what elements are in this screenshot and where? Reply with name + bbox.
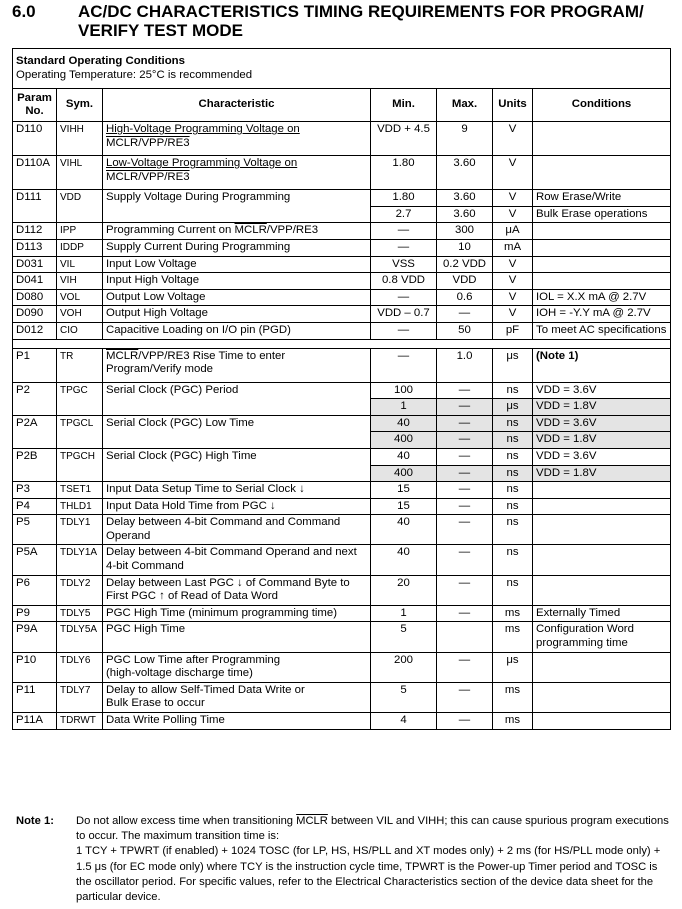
param-cell: P2 [13,382,57,415]
table-row [13,306,671,323]
min-cell: VDD – 0.7 [371,306,437,323]
max-cell: — [437,682,493,712]
table-row [13,575,671,605]
table-row [13,122,671,156]
param-cell: D111 [13,190,57,223]
units-cell: ms [493,622,533,652]
note-text-part: between VIL and VIHH; this can cause spurious program executions to occur. The maximum transition time is: [76,815,669,843]
note-formula: 1 TCY + TPWRT (if enabled) + 1024 TOSC (for LP, HS, HS/PLL and XT modes only) + 2 ms (for HS/PLL mode only) + 1.5 μs (for EC mode only) where TCY is the instruction cycle time, TPWRT is the Power-up Timer period and TOSC is the oscillator period. For specific values, refer to the Electrical Characteristics section of the device data sheet for the particular device. [76,845,661,904]
min-cell: 400 [371,432,437,449]
char-text: Bulk Erase to occur [106,697,205,710]
sym-cell: VIL [57,256,103,273]
sym-cell: VIHL [57,156,103,190]
param-cell: P5 [13,515,57,545]
param-cell: P11 [13,682,57,712]
param-cell: P1 [13,348,57,382]
table-row [13,605,671,622]
conditions-cell [533,273,671,290]
sym-cell: VOH [57,306,103,323]
conditions-cell [533,713,671,730]
characteristic-cell: Data Write Polling Time [103,713,371,730]
sym-cell: TSET1 [57,482,103,499]
sym-cell: IDDP [57,239,103,256]
char-text: /VPP/RE3 [266,224,319,237]
spec-table [12,48,671,730]
table-row [13,448,671,465]
units-cell: V [493,306,533,323]
max-cell: 3.60 [437,156,493,190]
param-cell: P2B [13,448,57,481]
char-text: Programming Current on [106,224,235,237]
units-cell: ns [493,545,533,575]
characteristic-cell: Output Low Voltage [103,289,371,306]
conditions-cell [533,575,671,605]
table-row [13,156,671,190]
units-cell: V [493,256,533,273]
units-cell: ns [493,415,533,432]
char-text: Operand [106,529,151,542]
char-text: PGC Low Time after Programming [106,653,281,666]
characteristic-cell: PGC High Time (minimum programming time) [103,605,371,622]
sym-cell: TPGCL [57,415,103,448]
units-cell: ns [493,432,533,449]
max-cell: — [437,382,493,399]
table-header [13,89,671,122]
min-cell: 1 [371,399,437,416]
characteristic-cell: Input Data Hold Time from PGC ↓ [103,498,371,515]
cond-text: programming time [536,637,628,650]
note-text-part: MCLR [296,815,328,827]
max-cell: — [437,575,493,605]
max-cell: — [437,498,493,515]
conditions-cell: VDD = 3.6V [533,415,671,432]
units-cell: ms [493,682,533,712]
conditions-text: Operating Temperature: 25°C is recommended [16,68,253,81]
units-cell: μs [493,399,533,416]
param-cell: D110 [13,122,57,156]
sym-cell: TPGC [57,382,103,415]
conditions-cell [533,223,671,240]
table-row [13,515,671,545]
table-row [13,348,671,382]
characteristic-cell [103,156,371,190]
table-row [13,652,671,682]
units-cell: ms [493,713,533,730]
characteristic-cell [103,652,371,682]
param-cell: P10 [13,652,57,682]
characteristic-cell: Serial Clock (PGC) Period [103,382,371,415]
sym-cell: VIH [57,273,103,290]
char-line: Low-Voltage Programming Voltage on [106,157,298,170]
sym-cell: TDLY1A [57,545,103,575]
units-cell: V [493,156,533,190]
max-cell: — [437,605,493,622]
min-cell: 4 [371,713,437,730]
characteristic-cell [103,682,371,712]
min-cell: 5 [371,682,437,712]
min-cell: VDD + 4.5 [371,122,437,156]
min-cell: 40 [371,545,437,575]
max-cell: 50 [437,322,493,339]
min-cell: 20 [371,575,437,605]
max-cell: VDD [437,273,493,290]
units-cell: ns [493,465,533,482]
operating-conditions-row [13,49,671,89]
max-cell: 9 [437,122,493,156]
header-sym: Sym. [57,89,103,122]
conditions-cell: VDD = 1.8V [533,399,671,416]
header-conditions: Conditions [533,89,671,122]
min-cell: 15 [371,498,437,515]
header-units: Units [493,89,533,122]
conditions-cell [533,515,671,545]
min-cell: 1 [371,605,437,622]
characteristic-cell: Supply Voltage During Programming [103,190,371,223]
param-cell: D110A [13,156,57,190]
table-row [13,713,671,730]
conditions-cell [533,498,671,515]
units-cell: μs [493,652,533,682]
characteristic-cell [103,348,371,382]
param-cell: D012 [13,322,57,339]
max-cell [437,622,493,652]
min-cell: — [371,322,437,339]
characteristic-cell [103,223,371,240]
characteristic-cell [103,515,371,545]
char-text: Delay between 4-bit Command Operand and next [106,546,357,559]
min-cell: — [371,223,437,240]
sym-cell: VIHH [57,122,103,156]
sym-cell: CIO [57,322,103,339]
characteristic-cell: Serial Clock (PGC) High Time [103,448,371,481]
conditions-cell: VDD = 1.8V [533,465,671,482]
param-cell: D113 [13,239,57,256]
units-cell: ms [493,605,533,622]
min-cell: — [371,348,437,382]
conditions-cell [533,622,671,652]
characteristic-cell: Input Low Voltage [103,256,371,273]
sym-cell: TR [57,348,103,382]
units-cell: V [493,206,533,223]
min-cell: 100 [371,382,437,399]
conditions-cell: VDD = 3.6V [533,448,671,465]
max-cell: 0.2 VDD [437,256,493,273]
char-line: MCLR/VPP/RE3 [106,136,190,149]
sym-cell: TDLY7 [57,682,103,712]
sym-cell: VDD [57,190,103,223]
max-cell: 1.0 [437,348,493,382]
param-cell: D090 [13,306,57,323]
param-cell: D112 [13,223,57,240]
table-row [13,622,671,652]
sym-cell: IPP [57,223,103,240]
conditions-cell: (Note 1) [533,348,671,382]
header-param: Param No. [13,89,57,122]
conditions-cell [533,256,671,273]
note-text [76,814,672,905]
min-cell: 40 [371,515,437,545]
param-cell: D080 [13,289,57,306]
conditions-cell [533,682,671,712]
units-cell: V [493,273,533,290]
sym-cell: TDLY6 [57,652,103,682]
characteristic-cell [103,545,371,575]
characteristic-cell: Capacitive Loading on I/O pin (PGD) [103,322,371,339]
min-cell: 400 [371,465,437,482]
table-row [13,273,671,290]
sym-cell: TDLY5A [57,622,103,652]
table-row [13,415,671,432]
max-cell: 3.60 [437,190,493,207]
characteristic-cell [103,575,371,605]
param-cell: P5A [13,545,57,575]
table-row [13,545,671,575]
param-cell: P6 [13,575,57,605]
units-cell: ns [493,575,533,605]
max-cell: — [437,515,493,545]
min-cell: 1.80 [371,190,437,207]
char-text: Delay between 4-bit Command and Command [106,516,341,529]
table-row [13,382,671,399]
conditions-cell [533,652,671,682]
param-cell: D031 [13,256,57,273]
table-row [13,498,671,515]
char-line: MCLR/VPP/RE3 [106,170,190,183]
max-cell: 0.6 [437,289,493,306]
param-cell: P9 [13,605,57,622]
min-cell: 5 [371,622,437,652]
char-text: Delay to allow Self-Timed Data Write or [106,683,305,696]
units-cell: ns [493,382,533,399]
conditions-cell: IOH = -Y.Y mA @ 2.7V [533,306,671,323]
char-text: /VPP/RE3 Rise Time to enter [138,349,286,362]
table-row [13,682,671,712]
characteristic-cell: Input High Voltage [103,273,371,290]
min-cell: — [371,289,437,306]
max-cell: 10 [437,239,493,256]
max-cell: — [437,713,493,730]
min-cell: 15 [371,482,437,499]
param-cell: P11A [13,713,57,730]
min-cell: 40 [371,415,437,432]
table-row [13,190,671,207]
min-cell: 1.80 [371,156,437,190]
max-cell: — [437,415,493,432]
param-cell: D041 [13,273,57,290]
conditions-cell: VDD = 3.6V [533,382,671,399]
table-row [13,223,671,240]
char-line: High-Voltage Programming Voltage on [106,123,300,136]
table-row [13,239,671,256]
min-cell: 2.7 [371,206,437,223]
units-cell: V [493,122,533,156]
max-cell: 3.60 [437,206,493,223]
characteristic-cell: Serial Clock (PGC) Low Time [103,415,371,448]
min-cell: 200 [371,652,437,682]
sym-cell: THLD1 [57,498,103,515]
cond-text: Configuration Word [536,623,634,636]
table-spacer [13,339,671,348]
char-text: (high-voltage discharge time) [106,667,253,680]
conditions-cell [533,122,671,156]
conditions-cell [533,482,671,499]
header-max: Max. [437,89,493,122]
char-text: 4-bit Command [106,560,184,573]
max-cell: — [437,465,493,482]
min-cell: 0.8 VDD [371,273,437,290]
conditions-cell: To meet AC specifications [533,322,671,339]
sym-cell: VOL [57,289,103,306]
conditions-title: Standard Operating Conditions [16,55,185,67]
char-text: MCLR [106,349,139,362]
max-cell: — [437,306,493,323]
characteristic-cell [103,122,371,156]
conditions-cell: Bulk Erase operations [533,206,671,223]
param-cell: P4 [13,498,57,515]
characteristic-cell: PGC High Time [103,622,371,652]
param-cell: P3 [13,482,57,499]
conditions-cell [533,156,671,190]
units-cell: μs [493,348,533,382]
min-cell: — [371,239,437,256]
units-cell: ns [493,515,533,545]
section-title: AC/DC CHARACTERISTICS TIMING REQUIREMENTS FOR PROGRAM/ VERIFY TEST MODE [78,2,644,40]
table-row [13,256,671,273]
char-text: Program/Verify mode [106,363,213,376]
sym-cell: TDLY5 [57,605,103,622]
param-cell: P9A [13,622,57,652]
note-text-part: Do not allow excess time when transitioning [76,815,297,827]
conditions-cell [533,239,671,256]
note-label: Note 1: [16,815,54,827]
max-cell: — [437,482,493,499]
param-cell: P2A [13,415,57,448]
min-cell: 40 [371,448,437,465]
char-text: First PGC ↑ of Read of Data Word [106,590,278,603]
conditions-cell: Externally Timed [533,605,671,622]
conditions-cell: VDD = 1.8V [533,432,671,449]
max-cell: — [437,448,493,465]
max-cell: — [437,652,493,682]
sym-cell: TDLY2 [57,575,103,605]
max-cell: — [437,432,493,449]
max-cell: 300 [437,223,493,240]
char-text: MCLR [234,224,267,237]
table-row [13,322,671,339]
units-cell: V [493,289,533,306]
units-cell: pF [493,322,533,339]
characteristic-cell: Output High Voltage [103,306,371,323]
char-text: Delay between Last PGC ↓ of Command Byte to [106,576,350,589]
conditions-cell: IOL = X.X mA @ 2.7V [533,289,671,306]
units-cell: ns [493,448,533,465]
conditions-cell: Row Erase/Write [533,190,671,207]
max-cell: — [437,545,493,575]
sym-cell: TDLY1 [57,515,103,545]
conditions-cell [533,545,671,575]
units-cell: mA [493,239,533,256]
units-cell: ns [493,498,533,515]
header-characteristic: Characteristic [103,89,371,122]
section-number: 6.0 [12,2,36,21]
table-row [13,289,671,306]
header-min: Min. [371,89,437,122]
units-cell: V [493,190,533,207]
min-cell: VSS [371,256,437,273]
sym-cell: TDRWT [57,713,103,730]
characteristic-cell: Supply Current During Programming [103,239,371,256]
units-cell: μA [493,223,533,240]
units-cell: ns [493,482,533,499]
table-row [13,482,671,499]
max-cell: — [437,399,493,416]
sym-cell: TPGCH [57,448,103,481]
characteristic-cell: Input Data Setup Time to Serial Clock ↓ [103,482,371,499]
